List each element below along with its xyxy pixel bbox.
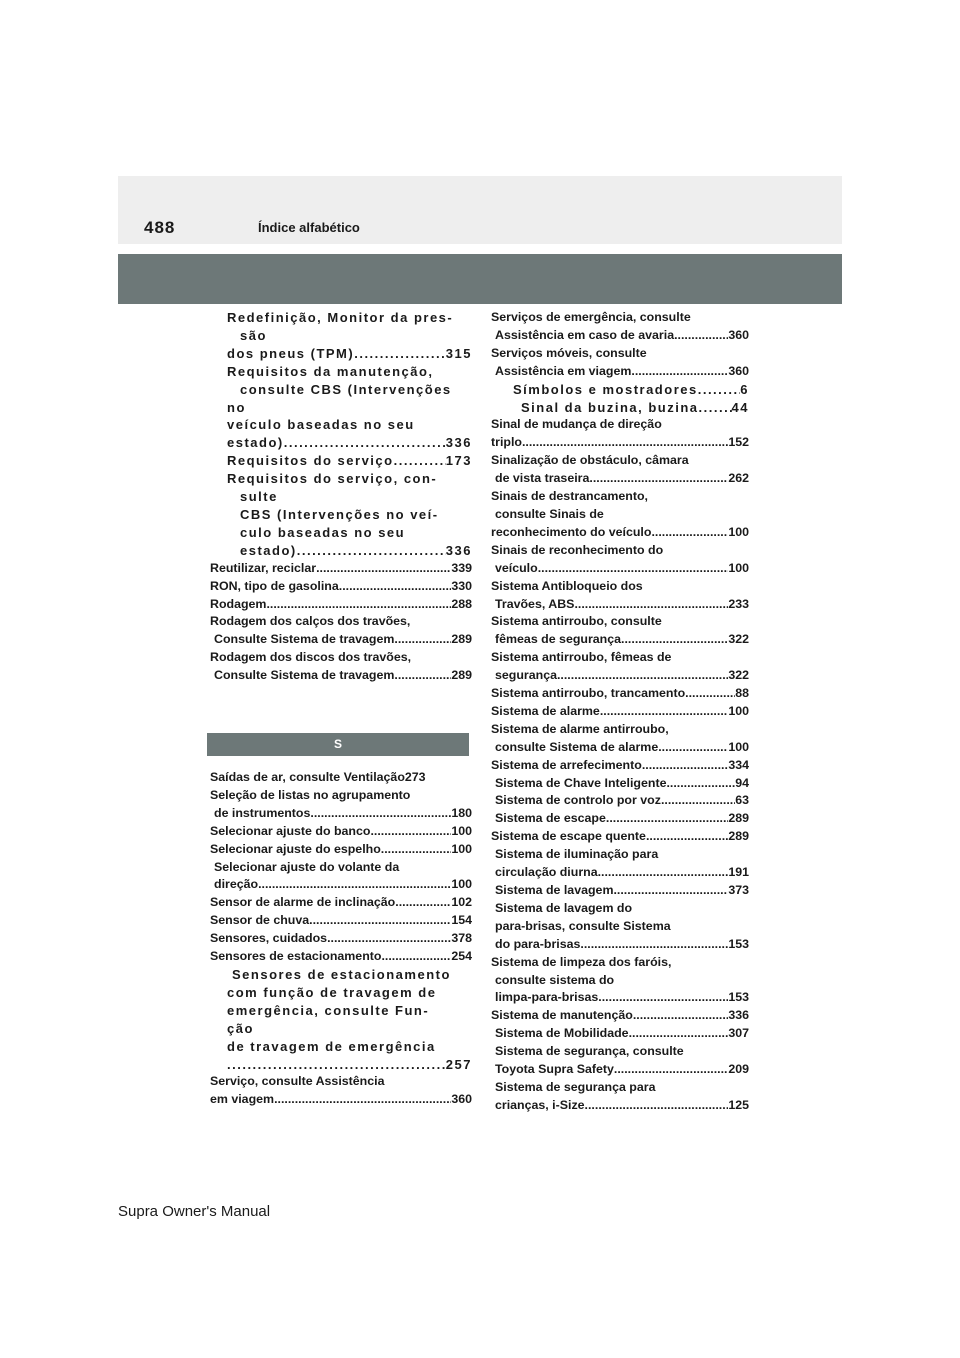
index-entry xyxy=(491,1061,749,1079)
index-page-number: 100 xyxy=(728,703,749,718)
index-entry xyxy=(491,989,749,1007)
index-group-s xyxy=(210,769,472,1109)
index-entry-line: Sinalização de obstáculo, câmara xyxy=(491,453,689,468)
index-entry-text: Sistema de escape quente xyxy=(491,829,646,844)
index-entry-line: Selecionar ajuste do volante da xyxy=(214,859,400,874)
section-title: Índice alfabético xyxy=(258,220,360,235)
index-entry-text: dos pneus (TPM) xyxy=(227,345,355,361)
index-entry-line: Seleção de listas no agrupamento xyxy=(210,787,411,802)
index-entry-line: ção xyxy=(227,1020,254,1036)
index-entry xyxy=(210,578,472,596)
dot-leader xyxy=(394,667,451,685)
index-entry-line: Sinais de destrancamento, xyxy=(491,489,649,504)
dot-leader xyxy=(354,345,446,363)
dot-leader xyxy=(598,989,728,1007)
index-page-number: 322 xyxy=(728,668,749,683)
index-entry-text: Sistema de escape xyxy=(495,811,606,826)
index-page-number: 100 xyxy=(451,841,472,856)
index-entry-text: Consulte Sistema de travagem xyxy=(214,668,395,683)
dot-leader xyxy=(394,631,451,649)
dot-leader xyxy=(557,667,728,685)
index-entry-line: Rodagem dos calços dos travões, xyxy=(210,614,411,629)
index-entry xyxy=(491,1007,749,1025)
index-entry xyxy=(210,542,472,560)
index-page-number: 102 xyxy=(451,895,472,910)
dot-leader xyxy=(629,1025,729,1043)
index-page-number: 315 xyxy=(445,345,472,361)
index-page-number: 233 xyxy=(728,596,749,611)
index-entry-line: emergência, consulte Fun- xyxy=(227,1002,430,1018)
page-number: 488 xyxy=(144,218,176,237)
index-entry xyxy=(491,524,749,542)
dot-leader xyxy=(310,805,451,823)
index-entry-line: Sistema de limpeza dos faróis, xyxy=(491,954,672,969)
index-entry xyxy=(491,936,749,954)
index-entry xyxy=(491,757,749,775)
index-entry-line: Sensores de estacionamento xyxy=(232,967,451,982)
index-entry-text: Selecionar ajuste do banco xyxy=(210,823,371,838)
index-page-number: 360 xyxy=(728,327,749,342)
dot-leader xyxy=(274,1091,451,1109)
index-entry-line: Sistema de iluminação para xyxy=(495,847,659,862)
group-spacer xyxy=(210,685,472,733)
index-page-number: 334 xyxy=(728,757,749,772)
index-entry-text: Sensor de alarme de inclinação xyxy=(210,895,396,910)
dot-leader xyxy=(309,912,451,930)
index-page-number: 180 xyxy=(451,805,472,820)
index-entry-line: Rodagem dos discos dos travões, xyxy=(210,650,412,665)
index-entry xyxy=(210,631,472,649)
index-page-number: 289 xyxy=(451,632,472,647)
index-entry xyxy=(210,434,472,452)
index-entry xyxy=(491,596,749,614)
index-entry-line: Serviço, consulte Assistência xyxy=(210,1074,385,1089)
index-entry xyxy=(491,434,749,452)
index-page-number: 100 xyxy=(728,524,749,539)
index-entry-text: de instrumentos xyxy=(214,805,311,820)
index-entry xyxy=(210,823,472,841)
index-entry-text: Travões, ABS xyxy=(495,596,575,611)
header-band xyxy=(118,176,842,244)
index-entry-line: Sistema de segurança, consulte xyxy=(495,1044,684,1059)
dot-leader xyxy=(266,596,451,614)
index-entry-text: crianças, i-Size xyxy=(495,1097,585,1112)
index-page-number: 336 xyxy=(445,435,472,451)
group-spacer xyxy=(210,756,472,769)
dot-leader xyxy=(284,434,446,452)
index-group-s-continued xyxy=(491,309,749,1115)
dot-leader xyxy=(381,948,451,966)
index-column-right xyxy=(491,309,749,1115)
index-page-number: 336 xyxy=(445,542,472,558)
index-entry-text: Selecionar ajuste do espelho xyxy=(210,841,381,856)
index-entry-text: Toyota Supra Safety xyxy=(495,1062,614,1077)
index-page-number: 100 xyxy=(728,739,749,754)
index-entry-line: Sistema de segurança para xyxy=(495,1079,656,1094)
dot-leader xyxy=(685,685,735,703)
index-entry xyxy=(491,381,749,399)
index-entry-line: Saídas de ar, consulte Ventilação273 xyxy=(210,770,426,785)
index-page-number: 360 xyxy=(728,363,749,378)
dot-leader xyxy=(606,810,728,828)
index-entry-text: estado) xyxy=(240,542,297,558)
index-entry-line: para-brisas, consulte Sistema xyxy=(495,918,671,933)
index-entry xyxy=(491,560,749,578)
dot-leader xyxy=(327,930,451,948)
letter-heading-s: S xyxy=(207,733,469,756)
index-entry-text: RON, tipo de gasolina xyxy=(210,578,339,593)
dot-leader xyxy=(658,739,728,757)
dot-leader xyxy=(538,560,729,578)
dot-leader xyxy=(631,363,728,381)
index-entry-line: Sistema Antibloqueio dos xyxy=(491,578,643,593)
index-page-number: 257 xyxy=(445,1056,472,1072)
index-entry-line: consulte CBS (Intervenções xyxy=(240,381,452,397)
index-entry-line: Requisitos da manutenção, xyxy=(227,363,434,379)
index-entry-line: Sistema antirroubo, fêmeas de xyxy=(491,650,672,665)
index-page-number: 100 xyxy=(451,877,472,892)
index-entry-line: com função de travagem de xyxy=(227,984,437,1000)
index-page-number: 373 xyxy=(728,883,749,897)
footer-manual-title: Supra Owner's Manual xyxy=(118,1203,271,1220)
index-entry-line: Sistema antirroubo, consulte xyxy=(491,614,662,629)
index-entry-text: limpa-para-brisas xyxy=(495,990,599,1005)
index-entry-text: de vista traseira xyxy=(495,471,590,486)
dot-leader xyxy=(633,1007,728,1025)
index-entry-text: Sistema de Chave Inteligente xyxy=(495,775,667,790)
dot-leader xyxy=(395,894,451,912)
dot-leader xyxy=(574,596,728,614)
dot-leader xyxy=(613,882,728,900)
index-page-number: 94 xyxy=(735,775,749,790)
index-entry-line: Redefinição, Monitor da pres- xyxy=(227,310,454,325)
index-entry xyxy=(210,560,472,578)
index-entry xyxy=(210,930,472,948)
dot-leader xyxy=(580,936,728,954)
dot-leader xyxy=(258,876,451,894)
dot-leader xyxy=(666,775,735,793)
index-entry xyxy=(210,894,472,912)
index-page-number: 209 xyxy=(728,1062,749,1077)
index-entry xyxy=(491,1025,749,1043)
index-entry-line: Serviços de emergência, consulte xyxy=(491,310,691,324)
index-entry-text: consulte Sistema de alarme xyxy=(495,739,659,754)
index-entry-text: Sistema de manutenção xyxy=(491,1008,633,1023)
index-entry xyxy=(210,667,472,685)
index-entry-line: Sinais de reconhecimento do xyxy=(491,542,664,557)
index-entry-text: do para-brisas xyxy=(495,936,581,951)
index-entry-text: Sinal da buzina, buzina xyxy=(521,399,699,415)
index-entry xyxy=(210,452,472,470)
index-entry-text: Rodagem xyxy=(210,596,267,611)
index-entry-text: fêmeas de segurança xyxy=(495,632,622,647)
index-entry-text: Sistema de lavagem xyxy=(495,883,614,897)
index-page-number: 336 xyxy=(728,1008,749,1023)
index-entry xyxy=(491,739,749,757)
index-page-number: 254 xyxy=(451,949,472,964)
dot-leader xyxy=(381,841,452,859)
index-page-number: 152 xyxy=(728,435,749,450)
index-entry xyxy=(491,327,749,345)
index-page-number: 288 xyxy=(451,596,472,611)
index-page-number: 339 xyxy=(451,560,472,575)
index-entry-text: Símbolos e mostradores xyxy=(513,381,698,397)
index-page-number: 63 xyxy=(735,793,749,808)
index-entry-text: Sistema de arrefecimento xyxy=(491,757,642,772)
dot-leader xyxy=(600,703,728,721)
index-entry xyxy=(491,631,749,649)
index-page-number: 360 xyxy=(451,1092,472,1107)
index-entry xyxy=(491,882,749,900)
index-entry-line: no xyxy=(227,399,246,415)
dot-leader xyxy=(370,823,451,841)
dot-leader xyxy=(642,757,728,775)
index-entry-text: veículo xyxy=(495,560,538,575)
index-entry-line: de travagem de emergência xyxy=(227,1038,436,1054)
index-entry-line: CBS (Intervenções no veí- xyxy=(240,506,439,522)
index-entry-text: Sensores de estacionamento xyxy=(210,949,382,964)
index-entry-line: culo baseadas no seu xyxy=(240,524,406,540)
index-page-number: 378 xyxy=(451,931,472,946)
index-entry-text: Sistema de controlo por voz xyxy=(495,793,661,808)
index-entry xyxy=(210,948,472,966)
index-page-number: 322 xyxy=(728,632,749,647)
index-page-number: 173 xyxy=(445,453,472,469)
index-entry-text: Consulte Sistema de travagem xyxy=(214,632,395,647)
index-page-number: 153 xyxy=(728,936,749,951)
index-entry xyxy=(210,1091,472,1109)
index-entry-text: em viagem xyxy=(210,1092,275,1107)
index-entry-text: Assistência em caso de avaria xyxy=(495,327,675,342)
dot-leader xyxy=(227,1056,446,1074)
index-entry xyxy=(210,805,472,823)
index-entry xyxy=(210,596,472,614)
index-entry-text: Sensor de chuva xyxy=(210,913,310,928)
index-entry-text: triplo xyxy=(491,435,522,450)
index-entry xyxy=(491,792,749,810)
index-entry-line: Requisitos do serviço, con- xyxy=(227,471,438,487)
dot-leader xyxy=(646,828,728,846)
index-entry-line: Sistema de lavagem do xyxy=(495,900,633,915)
dot-leader xyxy=(394,452,446,470)
index-entry-text: segurança xyxy=(495,668,557,683)
index-entry-line: Sinal de mudança de direção xyxy=(491,417,662,432)
index-page-number: 289 xyxy=(728,811,749,826)
index-entry-line: consulte Sinais de xyxy=(495,506,604,521)
index-entry xyxy=(491,828,749,846)
dot-leader xyxy=(522,434,728,452)
index-entry-text: estado) xyxy=(227,435,284,451)
index-entry-text: reconhecimento do veículo xyxy=(491,524,652,539)
index-entry xyxy=(491,685,749,703)
index-entry xyxy=(491,667,749,685)
index-entry xyxy=(491,1097,749,1115)
dot-leader xyxy=(297,542,446,560)
header-dark-band xyxy=(118,254,842,304)
index-entry xyxy=(210,1056,472,1074)
index-entry xyxy=(491,363,749,381)
index-page-number: 44 xyxy=(731,399,749,415)
index-group-r xyxy=(210,309,472,685)
index-page-number: 289 xyxy=(451,668,472,683)
index-entry xyxy=(210,876,472,894)
index-entry xyxy=(491,775,749,793)
index-column-left xyxy=(210,309,472,1109)
index-entry xyxy=(491,703,749,721)
index-entry-line: Serviços móveis, consulte xyxy=(491,345,647,360)
index-entry-line: são xyxy=(240,327,267,343)
index-page-number: 191 xyxy=(728,865,749,880)
dot-leader xyxy=(621,631,728,649)
index-entry-text: Sistema de Mobilidade xyxy=(495,1026,629,1041)
index-page-number: 100 xyxy=(451,823,472,838)
index-page-number: 307 xyxy=(728,1026,749,1041)
index-entry-text: Requisitos do serviço xyxy=(227,453,394,469)
index-entry-text: circulação diurna xyxy=(495,865,598,880)
dot-leader xyxy=(316,560,451,578)
index-page-number: 154 xyxy=(451,913,472,928)
dot-leader xyxy=(674,327,728,345)
index-entry-line: Sistema de alarme antirroubo, xyxy=(491,721,669,736)
index-page-number: 330 xyxy=(451,578,472,593)
dot-leader xyxy=(589,470,728,488)
index-entry xyxy=(491,864,749,882)
index-page-number: 289 xyxy=(728,829,749,844)
dot-leader xyxy=(339,578,452,596)
index-page-number: 262 xyxy=(728,471,749,486)
index-entry xyxy=(491,399,749,417)
dot-leader xyxy=(651,524,728,542)
index-page-number: 125 xyxy=(728,1097,749,1112)
index-entry xyxy=(491,810,749,828)
index-page-number: 153 xyxy=(728,990,749,1005)
dot-leader xyxy=(661,792,735,810)
index-entry-text: Sensores, cuidados xyxy=(210,931,328,946)
index-page-number: 100 xyxy=(728,560,749,575)
index-entry xyxy=(491,470,749,488)
dot-leader xyxy=(598,864,729,882)
index-entry-text: Reutilizar, reciclar xyxy=(210,560,317,575)
index-entry xyxy=(210,841,472,859)
index-page-number: 6 xyxy=(740,381,749,397)
index-entry-text: Sistema antirroubo, trancamento xyxy=(491,686,686,701)
index-entry xyxy=(210,912,472,930)
index-entry-line: consulte sistema do xyxy=(495,972,615,987)
index-entry-line: veículo baseadas no seu xyxy=(227,417,415,433)
dot-leader xyxy=(614,1061,728,1079)
index-entry-text: Sistema de alarme xyxy=(491,703,600,718)
index-page-number: 88 xyxy=(735,686,749,701)
dot-leader xyxy=(585,1097,729,1115)
dot-leader xyxy=(699,399,732,417)
index-entry-text: direção xyxy=(214,877,259,892)
index-entry-line: sulte xyxy=(240,489,278,505)
index-entry xyxy=(210,345,472,363)
dot-leader xyxy=(698,381,741,399)
index-entry-text: Assistência em viagem xyxy=(495,363,632,378)
